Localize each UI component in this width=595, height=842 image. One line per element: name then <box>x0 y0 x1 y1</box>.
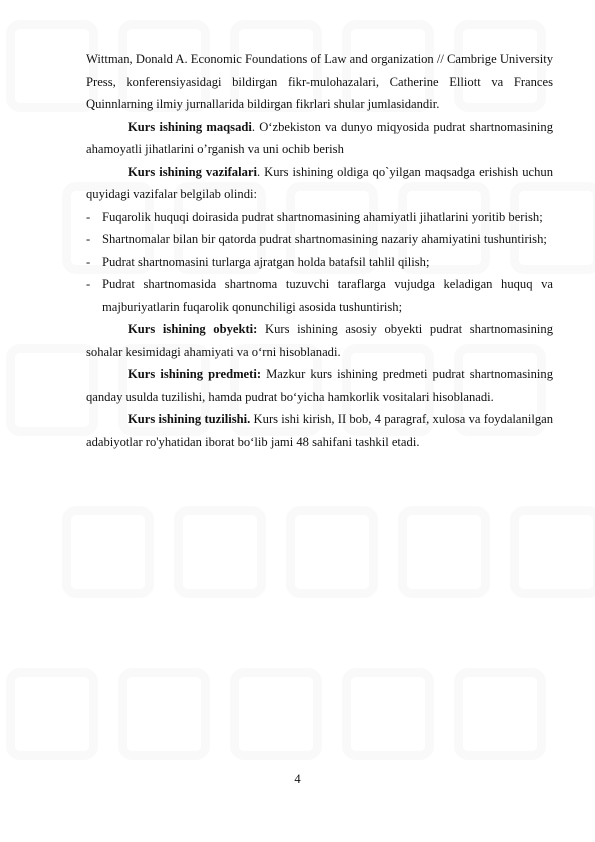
task-item-text: Pudrat shartnomasini turlarga ajratgan holda batafsil tahlil qilish; <box>102 254 430 269</box>
page-number: 4 <box>294 772 301 786</box>
list-item <box>86 251 553 274</box>
structure-label: Kurs ishining tuzilishi. <box>128 412 251 426</box>
tasks-list <box>86 206 553 319</box>
list-item <box>86 273 553 318</box>
structure-text: Kurs ishi kirish, II bob, 4 paragraf, xulosa va foydalanilgan adabiyotlar ro'yhatidan iborat bo‘lib jami 48 sahifani tashkil etadi. <box>86 412 553 449</box>
task-item-text: Shartnomalar bilan bir qatorda pudrat shartnomasining nazariy ahamiyatini tushuntirish; <box>102 232 547 246</box>
dash-bullet: - <box>86 232 91 246</box>
object-paragraph <box>86 318 553 363</box>
list-item <box>86 206 553 229</box>
list-item <box>86 228 553 251</box>
dash-bullet: - <box>86 254 91 269</box>
intro-paragraph: Wittman, Donald A. Economic Foundations of Law and organization // Cambrige University Press, konferensiyasidagi bildirgan fikr-mulohazalari, Catherine Elliott va Frances Quinnlarning ilmiy jurnallarida bildirgan fikrlari shular jumlasidandir. <box>86 52 553 111</box>
subject-text: Mazkur kurs ishining predmeti pudrat shartnomasining qanday usulda tuzilishi, hamda pudrat bo‘yicha hamkorlik vositalari hisoblanadi. <box>86 367 553 404</box>
goal-label: Kurs ishining maqsadi <box>128 119 252 134</box>
subject-paragraph <box>86 363 553 408</box>
dash-bullet: - <box>86 277 91 291</box>
goal-text: . O‘zbekiston va dunyo miqyosida pudrat shartnomasining ahamoyatli jihatlarini o’rganish va uni ochib berish <box>86 119 553 156</box>
task-item-text: Pudrat shartnomasida shartnoma tuzuvchi taraflarga vujudga keladigan huquq va majburiyatlarin fuqarolik qonunchiligi asosida tushuntirish; <box>102 277 553 314</box>
goal-paragraph <box>86 116 553 161</box>
structure-paragraph <box>86 408 553 453</box>
tasks-text: . Kurs ishining oldiga qo`yilgan maqsadga erishish uchun quyidagi vazifalar belgilab olindi: <box>86 164 553 201</box>
subject-label: Kurs ishining predmeti: <box>128 367 262 381</box>
tasks-paragraph <box>86 161 553 206</box>
document-body <box>86 48 553 453</box>
tasks-label: Kurs ishining vazifalari <box>128 164 257 179</box>
task-item-text: Fuqarolik huquqi doirasida pudrat shartnomasining ahamiyatli jihatlarini yoritib berish; <box>102 209 543 224</box>
dash-bullet: - <box>86 209 91 224</box>
object-text: Kurs ishining asosiy obyekti pudrat shartnomasining sohalar kesimidagi ahamiyati va o‘rni hisoblanadi. <box>86 322 553 359</box>
object-label: Kurs ishining obyekti: <box>128 322 258 336</box>
